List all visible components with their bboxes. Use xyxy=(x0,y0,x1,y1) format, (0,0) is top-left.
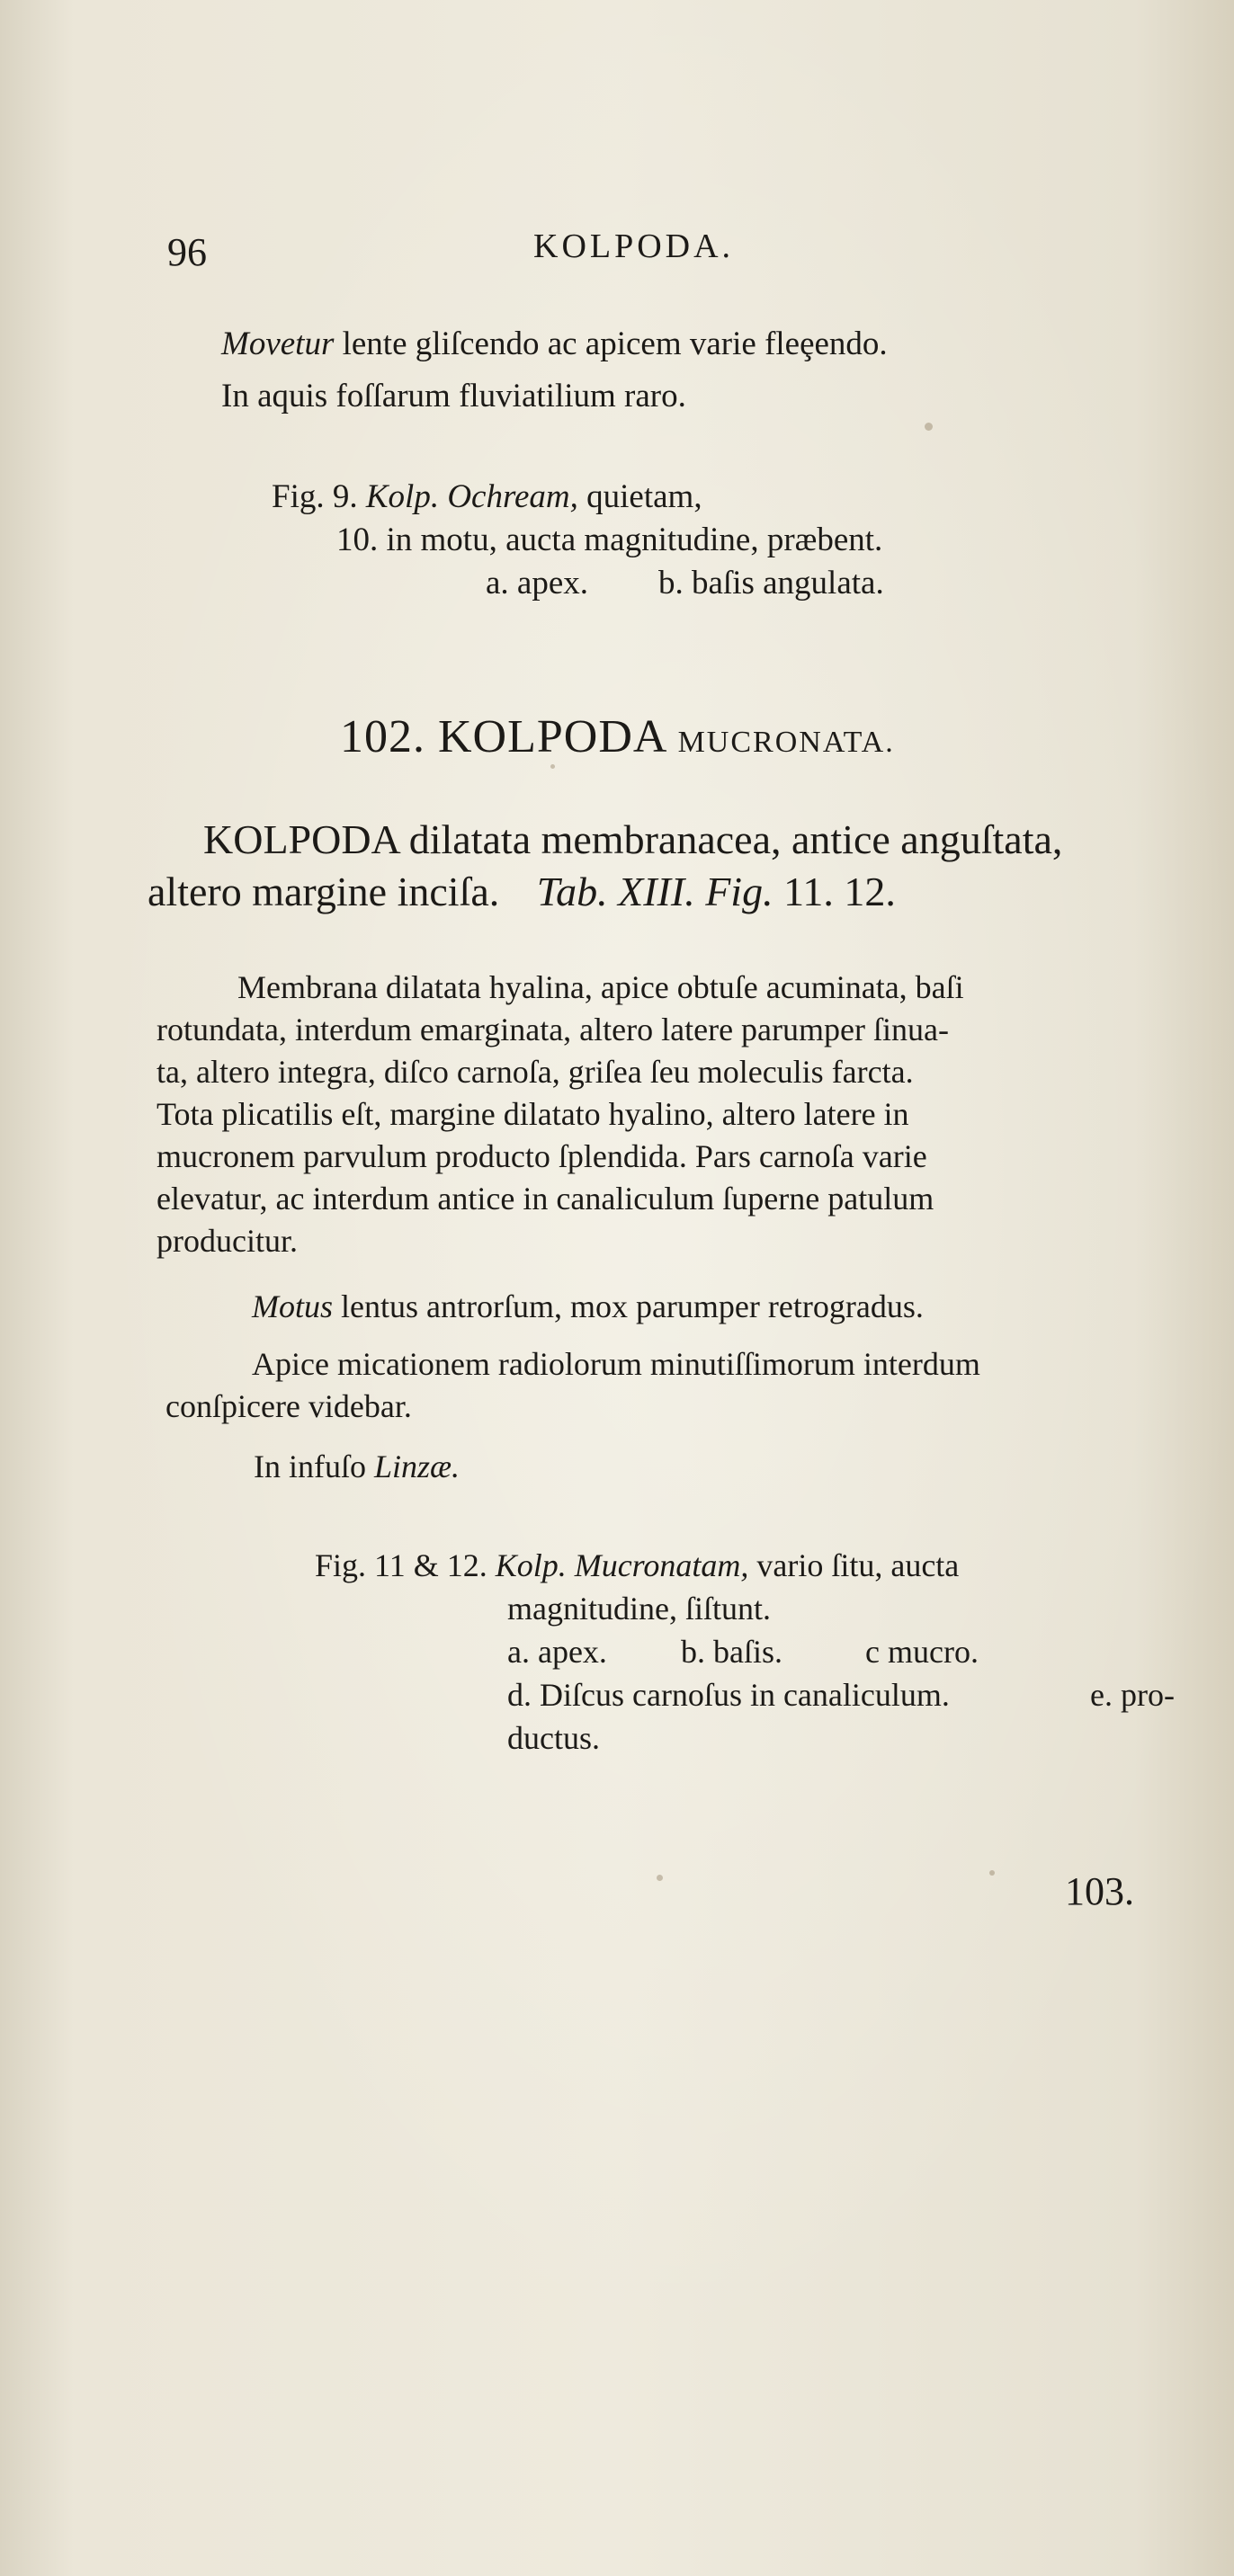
foxing-spot xyxy=(550,764,555,769)
previous-fig-line-1 xyxy=(272,477,702,518)
italic-term: Motus xyxy=(252,1288,333,1324)
entry-number: 102. xyxy=(340,711,425,762)
entry-epithet: MUCRONATA. xyxy=(677,726,895,759)
fig-legend-line-3c: c mucro. xyxy=(865,1634,979,1670)
foxing-spot xyxy=(989,1870,995,1876)
description-line-6: elevatur, ac interdum antice in canaliculum ſuperne patulum xyxy=(156,1181,934,1217)
fig-legend-line-4: d. Diſcus carnoſus in canaliculum. xyxy=(507,1677,950,1713)
fig-label: Fig. 9. xyxy=(272,478,366,515)
motus-line xyxy=(252,1286,924,1327)
entry-title xyxy=(340,710,895,763)
species-name: Kolp. Ochream, xyxy=(365,478,578,515)
previous-fig-line-3a: a. apex. xyxy=(486,565,589,602)
previous-entry-line-2: In aquis foſſarum fluviatilium raro. xyxy=(221,378,686,414)
description-line-3: ta, altero integra, diſco carnoſa, griſea ſeu moleculis farcta. xyxy=(156,1054,914,1090)
description-line-2: rotundata, interdum emarginata, altero latere parumper ſinua- xyxy=(156,1012,949,1047)
description-line-4: Tota plicatilis eſt, margine dilatato hyalino, altero latere in xyxy=(156,1096,909,1132)
running-title: KOLPODA. xyxy=(533,227,735,265)
fig-legend-line-5: ductus. xyxy=(507,1720,600,1756)
entry-genus: KOLPODA xyxy=(438,711,666,762)
diagnosis-line-1: KOLPODA dilatata membranacea, antice anguſtata, xyxy=(203,816,1063,862)
fig-legend-line-3a: a. apex. xyxy=(507,1634,607,1670)
species-name: Kolp. Mucronatam, xyxy=(495,1547,749,1583)
plate-reference: Tab. XIII. Fig. xyxy=(536,869,773,914)
page-number: 96 xyxy=(167,230,207,274)
text-segment: lente gliſcendo ac apicem varie fleȩendo. xyxy=(334,325,888,362)
previous-entry-line-1 xyxy=(221,324,888,365)
description-line-5: mucronem parvulum producto ſplendida. Pars carnoſa varie xyxy=(156,1138,927,1174)
foxing-spot xyxy=(925,423,933,431)
previous-fig-line-2: 10. in motu, aucta magnitudine, præbent. xyxy=(336,521,883,558)
fig-label: Fig. 11 & 12. xyxy=(315,1547,496,1583)
description-line-7: producitur. xyxy=(156,1223,298,1259)
apice-line-2: conſpicere videbar. xyxy=(165,1388,412,1424)
catchword: 103. xyxy=(1065,1869,1134,1913)
text-segment: altero margine inciſa. xyxy=(148,869,500,914)
text-segment: quietam, xyxy=(577,478,702,515)
text-segment: In infuſo xyxy=(254,1448,374,1484)
text-segment: vario ſitu, aucta xyxy=(748,1547,960,1583)
previous-fig-line-3b: b. baſis angulata. xyxy=(658,565,884,602)
habitat-line xyxy=(254,1446,460,1487)
figure-numbers: 11. 12. xyxy=(783,869,896,914)
habitat-name: Linzæ. xyxy=(373,1448,461,1484)
fig-legend-line-3b: b. baſis. xyxy=(681,1634,782,1670)
fig-legend-line-1 xyxy=(315,1545,959,1586)
description-line-1: Membrana dilatata hyalina, apice obtuſe acuminata, baſi xyxy=(237,969,964,1005)
foxing-spot xyxy=(657,1875,663,1881)
diagnosis-line-2 xyxy=(148,866,896,918)
fig-legend-line-2: magnitudine, ſiſtunt. xyxy=(507,1591,771,1627)
text-segment: lentus antrorſum, mox parumper retrogradus. xyxy=(333,1288,924,1324)
apice-line-1: Apice micationem radiolorum minutiſſimorum interdum xyxy=(252,1346,980,1382)
italic-term: Movetur xyxy=(221,325,335,362)
fig-legend-line-4e: e. pro- xyxy=(1090,1677,1175,1713)
